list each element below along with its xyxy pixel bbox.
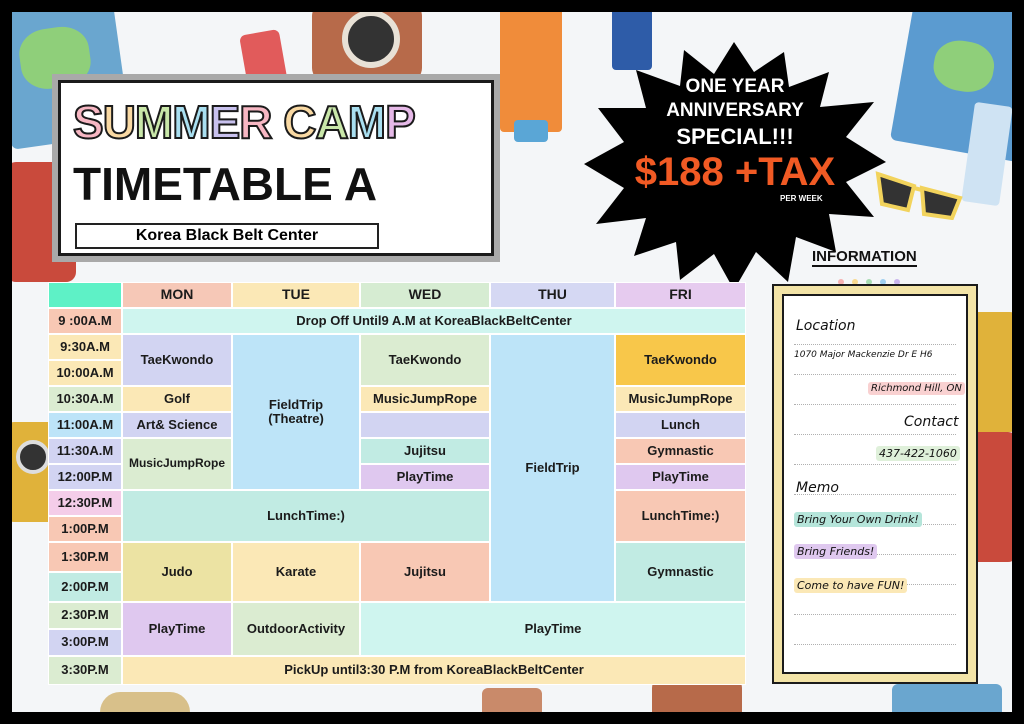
center-name: Korea Black Belt Center bbox=[75, 223, 379, 249]
contact-label: Contact bbox=[904, 414, 959, 430]
time-slot: 11:30A.M bbox=[48, 438, 122, 464]
poster bbox=[12, 12, 1012, 712]
title-letter: M bbox=[172, 96, 210, 148]
promo-line1: ONE YEAR bbox=[685, 76, 785, 97]
day-header-tue: TUE bbox=[232, 282, 360, 308]
day-header-wed: WED bbox=[360, 282, 490, 308]
pick-up-row: PickUp until3:30 P.M from KoreaBlackBeltCenter bbox=[122, 656, 746, 685]
mon-music-jumprope: MusicJumpRope bbox=[122, 438, 232, 490]
time-slot: 12:00P.M bbox=[48, 464, 122, 490]
wed-jujitsu: Jujitsu bbox=[360, 438, 490, 464]
fruit-decoration bbox=[100, 692, 190, 712]
fri-lunch: Lunch bbox=[615, 412, 746, 438]
time-slot: 10:30A.M bbox=[48, 386, 122, 412]
fri-taekwondo: TaeKwondo bbox=[615, 334, 746, 386]
tue-karate: Karate bbox=[232, 542, 360, 602]
mon-golf: Golf bbox=[122, 386, 232, 412]
sunglasses-icon bbox=[874, 164, 964, 220]
fri-music-jumprope: MusicJumpRope bbox=[615, 386, 746, 412]
wed-empty bbox=[360, 412, 490, 438]
mon-taekwondo: TaeKwondo bbox=[122, 334, 232, 386]
promo-per-week: PER WEEK bbox=[780, 194, 823, 203]
memo-bring-friends: Bring Friends! bbox=[794, 544, 877, 559]
title-letter: M bbox=[347, 96, 386, 148]
lunchtime-mon-wed: LunchTime:) bbox=[122, 490, 490, 542]
info-panel bbox=[772, 284, 978, 684]
promo-line2: ANNIVERSARY bbox=[666, 100, 804, 121]
wed-playtime: PlayTime bbox=[360, 464, 490, 490]
memo-bring-drink: Bring Your Own Drink! bbox=[794, 512, 922, 527]
drop-off-row: Drop Off Until9 A.M at KoreaBlackBeltCenter bbox=[122, 308, 746, 334]
mon-judo: Judo bbox=[122, 542, 232, 602]
title-card bbox=[58, 80, 494, 256]
map-decoration-bottom bbox=[892, 684, 1002, 712]
day-header-mon: MON bbox=[122, 282, 232, 308]
time-slot: 9:30A.M bbox=[48, 334, 122, 360]
time-slot: 11:00A.M bbox=[48, 412, 122, 438]
time-slot: 3:00P.M bbox=[48, 629, 122, 656]
time-slot: 10:00A.M bbox=[48, 360, 122, 386]
time-slot: 1:30P.M bbox=[48, 542, 122, 572]
title-letter bbox=[272, 96, 284, 148]
day-header-fri: FRI bbox=[615, 282, 746, 308]
title-letter: S bbox=[73, 96, 103, 148]
mon-playtime: PlayTime bbox=[122, 602, 232, 656]
sign-decoration bbox=[482, 688, 542, 712]
time-slot: 3:30P.M bbox=[48, 656, 122, 685]
time-slot: 2:30P.M bbox=[48, 602, 122, 629]
address-line1: 1070 Major Mackenzie Dr E H6 bbox=[794, 350, 933, 360]
mon-art-science: Art& Science bbox=[122, 412, 232, 438]
fri-lunchtime: LunchTime:) bbox=[615, 490, 746, 542]
camera-icon bbox=[312, 12, 422, 82]
title-summer-camp bbox=[73, 96, 415, 148]
tue-outdoor-activity: OutdoorActivity bbox=[232, 602, 360, 656]
promo-price: $188 +TAX bbox=[634, 150, 836, 194]
wed-music-jumprope: MusicJumpRope bbox=[360, 386, 490, 412]
time-slot: 9 :00A.M bbox=[48, 308, 122, 334]
wed-taekwondo: TaeKwondo bbox=[360, 334, 490, 386]
time-slot: 2:00P.M bbox=[48, 572, 122, 602]
location-label: Location bbox=[796, 318, 856, 334]
title-letter: C bbox=[283, 96, 316, 148]
title-letter: P bbox=[385, 96, 415, 148]
fri-playtime: PlayTime bbox=[615, 464, 746, 490]
sunscreen-icon bbox=[500, 12, 562, 132]
time-slot: 12:30P.M bbox=[48, 490, 122, 516]
day-header-thu: THU bbox=[490, 282, 615, 308]
thu-fieldtrip: FieldTrip bbox=[490, 334, 615, 602]
timetable-grid bbox=[48, 282, 746, 685]
promo-line3: SPECIAL!!! bbox=[676, 124, 794, 149]
title-panel bbox=[52, 74, 500, 262]
phone-number: 437-422-1060 bbox=[876, 446, 960, 461]
title-letter: A bbox=[315, 96, 348, 148]
title-timetable: TIMETABLE A bbox=[73, 158, 378, 210]
time-slot: 1:00P.M bbox=[48, 516, 122, 542]
title-letter: R bbox=[239, 96, 272, 148]
info-heading: INFORMATION bbox=[812, 248, 917, 265]
tue-fieldtrip-theatre: FieldTrip (Theatre) bbox=[232, 334, 360, 490]
info-card bbox=[782, 294, 968, 674]
wed-jujitsu-afternoon: Jujitsu bbox=[360, 542, 490, 602]
fri-gymnastic: Gymnastic bbox=[615, 438, 746, 464]
fri-gymnastic-afternoon: Gymnastic bbox=[615, 542, 746, 602]
playtime-wed-fri: PlayTime bbox=[360, 602, 746, 656]
info-dots bbox=[838, 272, 918, 280]
corner-cell bbox=[48, 282, 122, 308]
memo-have-fun: Come to have FUN! bbox=[794, 578, 907, 593]
memo-label: Memo bbox=[796, 480, 839, 496]
title-letter: E bbox=[209, 96, 240, 148]
title-letter: M bbox=[134, 96, 173, 148]
address-line2: Richmond Hill, ON bbox=[868, 382, 965, 395]
title-letter: U bbox=[102, 96, 135, 148]
